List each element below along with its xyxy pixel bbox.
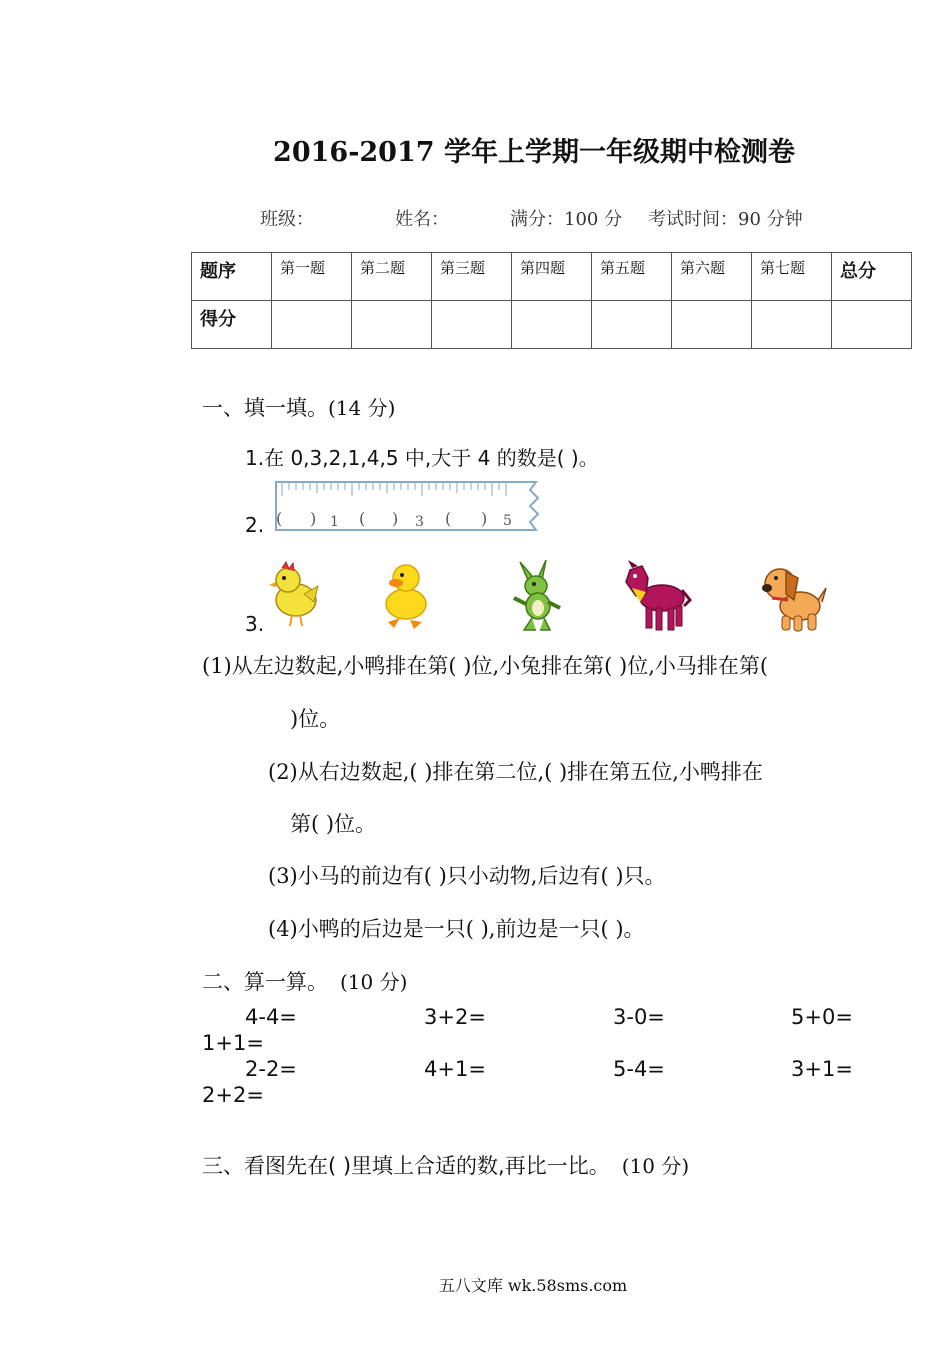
- section1-title: 一、填一填。: [202, 396, 328, 420]
- calc-item: 5+0=: [791, 1005, 853, 1029]
- section3-heading: [202, 1150, 689, 1180]
- duckling-icon: [380, 560, 430, 630]
- ruler-blank-close: ): [481, 509, 488, 528]
- page-title: 2016-2017 学年上学期一年级期中检测卷: [273, 137, 795, 168]
- ruler-number: 1: [330, 514, 339, 530]
- chick-icon: [266, 560, 322, 628]
- full-score: 满分：100 分: [510, 209, 623, 230]
- table-cell: 第五题: [592, 253, 672, 301]
- score-input-cell[interactable]: [592, 301, 672, 349]
- class-label: 班级：: [260, 209, 314, 230]
- calc-item: 2+2=: [202, 1083, 264, 1107]
- section3-points: (10 分): [621, 1154, 690, 1178]
- calc-item: 2-2=: [245, 1057, 297, 1081]
- q3-sub3: (3)小马的前边有( )只小动物,后边有( )只。: [268, 864, 666, 888]
- section2-heading: [202, 966, 407, 996]
- q3-sub2-line1: (2)从右边数起,( )排在第二位,( )排在第五位,小鸭排在: [268, 760, 763, 784]
- dog-icon: [758, 560, 828, 634]
- question-2-number: 2.: [245, 513, 265, 537]
- score-table-header-row: [192, 253, 912, 301]
- calc-item: 3+1=: [791, 1057, 853, 1081]
- table-cell: 题序: [192, 253, 272, 301]
- section3-title: 三、看图先在( )里填上合适的数,再比一比。: [202, 1154, 610, 1178]
- q3-sub1-line1: (1)从左边数起,小鸭排在第( )位,小兔排在第( )位,小马排在第(: [202, 654, 769, 678]
- table-cell: 第二题: [352, 253, 432, 301]
- ruler-blank-open: (: [359, 509, 366, 528]
- ruler-number: 5: [503, 513, 512, 529]
- table-cell: 第七题: [752, 253, 832, 301]
- calc-item: 1+1=: [202, 1031, 264, 1055]
- calc-item: 5-4=: [613, 1057, 665, 1081]
- page-footer: 五八文库 wk.58sms.com: [438, 1276, 628, 1295]
- table-cell: 第四题: [512, 253, 592, 301]
- calc-item: 4-4=: [245, 1005, 297, 1029]
- ruler-figure: [274, 480, 549, 534]
- q3-sub4: (4)小鸭的后边是一只( ),前边是一只( )。: [268, 917, 645, 941]
- question-1: 1.在 0,3,2,1,4,5 中,大于 4 的数是( )。: [245, 446, 599, 470]
- calc-item: 3-0=: [613, 1005, 665, 1029]
- score-input-cell[interactable]: [672, 301, 752, 349]
- calc-item: 3+2=: [424, 1005, 486, 1029]
- table-cell: 总分: [832, 253, 912, 301]
- score-input-cell[interactable]: [272, 301, 352, 349]
- score-input-cell[interactable]: [832, 301, 912, 349]
- score-table: [191, 252, 912, 349]
- section1-points: (14 分): [328, 396, 396, 420]
- calc-item: 4+1=: [424, 1057, 486, 1081]
- score-input-cell[interactable]: [512, 301, 592, 349]
- score-input-cell[interactable]: [352, 301, 432, 349]
- score-table-score-row: [192, 301, 912, 349]
- ruler-blank-close: ): [310, 509, 317, 528]
- ruler-blank-open: (: [445, 509, 452, 528]
- ruler-blank-open: (: [276, 509, 283, 528]
- exam-time: 考试时间：90 分钟: [648, 209, 803, 230]
- q3-sub1-line2: )位。: [290, 707, 341, 731]
- table-cell: 得分: [192, 301, 272, 349]
- table-cell: 第六题: [672, 253, 752, 301]
- section2-points: (10 分): [340, 970, 408, 994]
- ruler-blank-close: ): [392, 509, 399, 528]
- horse-icon: [618, 560, 692, 634]
- score-input-cell[interactable]: [752, 301, 832, 349]
- section1-heading: [202, 392, 395, 422]
- ruler-number: 3: [415, 514, 424, 530]
- question-3-number: 3.: [245, 612, 265, 636]
- section2-title: 二、算一算。: [202, 970, 328, 994]
- q3-sub2-line2: 第( )位。: [290, 812, 377, 836]
- score-input-cell[interactable]: [432, 301, 512, 349]
- rabbit-icon: [510, 560, 564, 634]
- name-label: 姓名：: [395, 209, 449, 230]
- table-cell: 第三题: [432, 253, 512, 301]
- table-cell: 第一题: [272, 253, 352, 301]
